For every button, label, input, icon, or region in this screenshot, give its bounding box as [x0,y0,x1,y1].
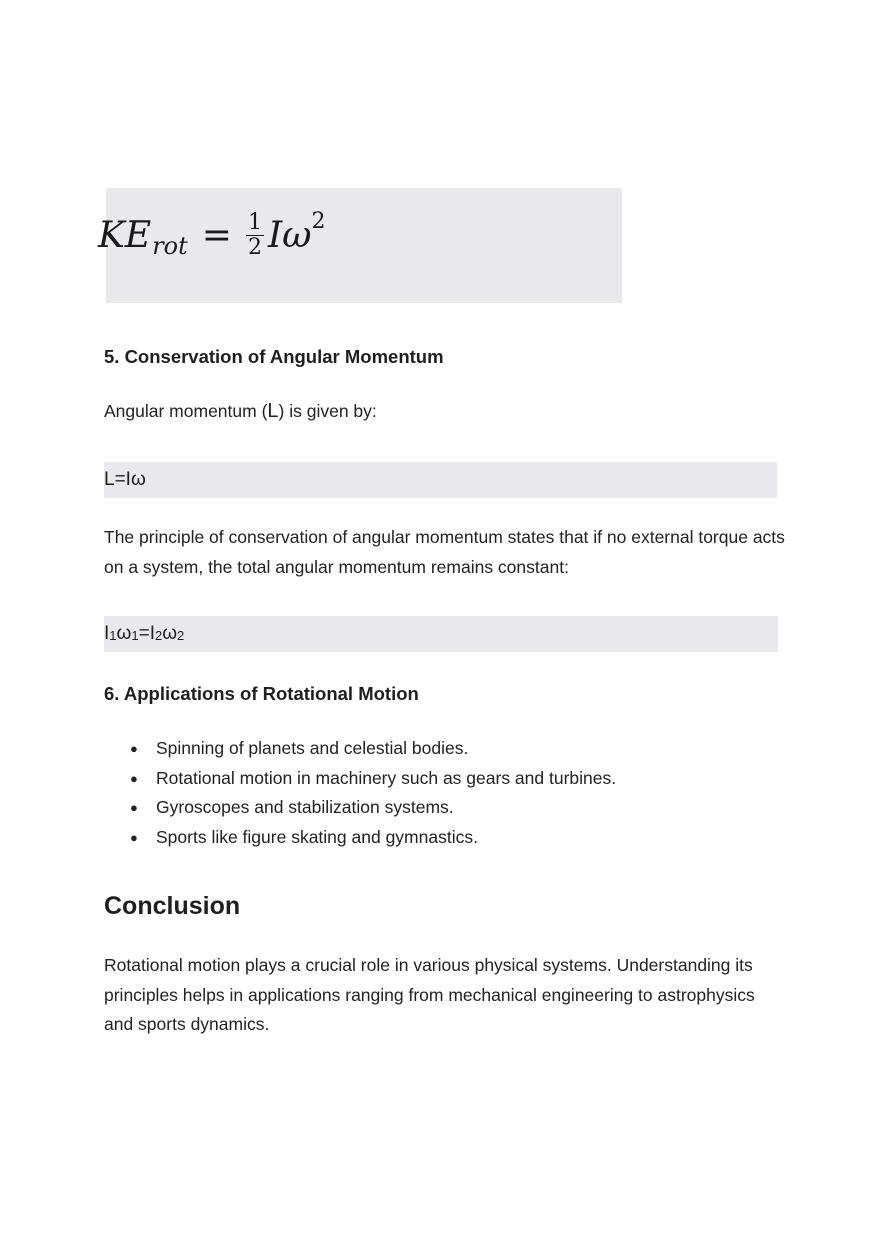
formula-eq-i2: =I [138,623,155,644]
angular-momentum-formula-block [104,462,777,498]
formula-inertia: I [267,215,283,256]
intro-text-after: ) is given by: [278,401,377,421]
formula-ke: KE [98,215,152,256]
list-item-text: Rotational motion in machinery such as gears and turbines. [156,767,617,788]
applications-list [130,734,616,852]
formula-sub1: 1 [109,628,117,643]
list-item-text: Gyroscopes and stabilization systems. [156,797,454,817]
intro-text-before: Angular momentum ( [104,401,268,421]
conservation-formula-block [104,616,778,652]
formula-i1: I [104,623,110,644]
bullet-icon: ● [130,770,138,786]
conservation-formula [104,623,184,645]
kinetic-energy-formula [98,211,326,260]
formula-equals: = [201,215,232,256]
fraction-numerator: 1 [247,210,262,235]
formula-fraction [246,211,264,260]
fraction-denominator: 2 [247,235,262,260]
formula-sub2: 1 [131,628,139,643]
list-item-text: Sports like figure skating and gymnastics. [156,826,478,847]
list-item [130,734,616,764]
bullet-icon: ● [130,800,138,815]
section-5-heading: 5. Conservation of Angular Momentum [104,346,444,367]
bullet-icon: ● [130,741,138,756]
list-item [130,764,616,794]
section-6-heading: 6. Applications of Rotational Motion [104,683,419,704]
formula-omega: ω [282,215,312,256]
conclusion-heading: Conclusion [104,892,241,920]
list-item [130,793,616,823]
list-item [130,823,616,853]
conclusion-paragraph: Rotational motion plays a crucial role in various physical systems. Understanding its principles helps in applications ranging from mechanical engineering to astrophysics and sports dynamics. [104,955,755,1034]
formula-exponent: 2 [311,209,326,234]
formula-w1: ω [116,623,132,644]
kinetic-energy-formula-image [98,188,622,303]
formula-sub3: 2 [154,628,163,643]
angular-momentum-formula: L=Iω [104,469,146,490]
formula-sub4: 2 [177,628,185,643]
bullet-icon: ● [130,829,138,845]
list-item-text: Spinning of planets and celestial bodies. [156,738,469,758]
conservation-principle-paragraph: The principle of conservation of angular momentum states that if no external torque acts on a system, the total angular momentum remains constant: [104,527,785,577]
intro-symbol-l: L [267,400,279,422]
angular-momentum-intro [104,397,794,427]
formula-w2: ω [162,623,178,644]
formula-subscript-rot: rot [152,231,188,260]
